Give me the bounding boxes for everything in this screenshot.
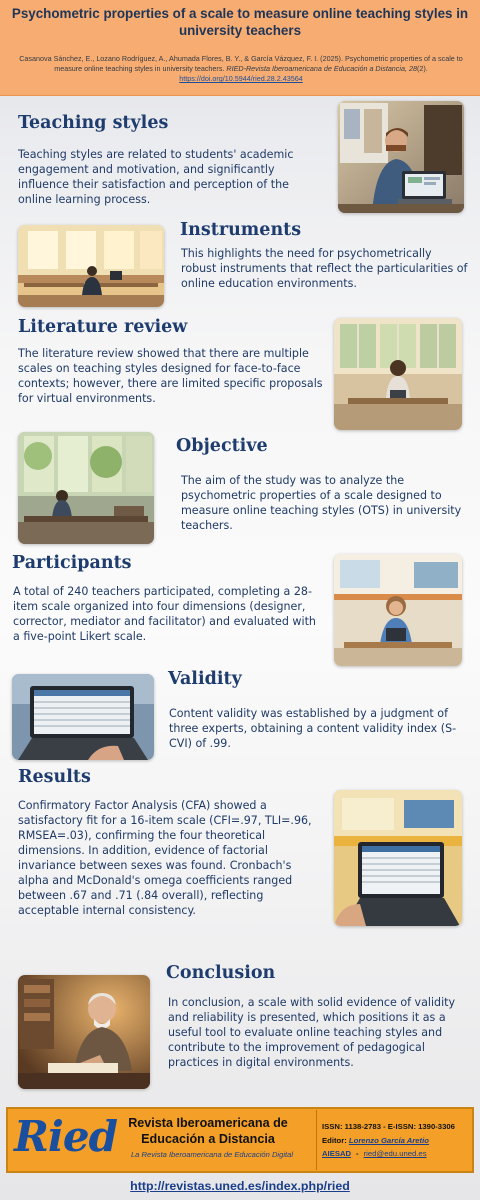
editor-label: Editor: [322,1136,347,1145]
page-title: Psychometric properties of a scale to measure online teaching styles in university teachers [11,6,469,38]
section-title-objective: Objective [176,436,268,456]
section-title-conclusion: Conclusion [166,963,276,983]
photo-teacher-laptop [338,101,464,213]
section-text-validity: Content validity was established by a judgment of three experts, obtaining a content validity index (S-CVI) of .99. [169,707,457,750]
contact-line [322,1149,427,1158]
section-text-objective: The aim of the study was to analyze the psychometric properties of a scale designed to measure online teaching styles (OTS) in university teachers. [181,474,462,532]
citation-authors: Casanova Sánchez, E., Lozano Rodríguez, A., Ahumada Flores, B. Y., & García Vázquez, F. I. (2025). Psychometric properties of a scale to measure online teaching styles in university teachers. [19,54,463,74]
citation-issue: (2). [417,64,428,74]
citation-journal: RIED-Revista Iberoamericana de Educación a Distancia, 28 [226,64,417,74]
photo-student-tablet [334,318,462,430]
journal-subtitle: La Revista Iberoamericana de Educación Digital [130,1150,294,1159]
photo-teacher-writing [18,975,150,1089]
section-text-teaching-styles: Teaching styles are related to students' academic engagement and motivation, and significantly influence their satisfaction and perception of the online learning process. [18,148,294,206]
contact-separator: - [356,1149,359,1158]
editor-name-link[interactable]: Lorenzo García Aretio [348,1136,429,1145]
section-text-literature-review: The literature review showed that there are multiple scales on teaching styles designed for face-to-face contexts; however, there are limited specific proposals for virtual environments. [18,347,323,405]
citation [14,54,468,85]
aiesad-link[interactable]: AIESAD [322,1149,352,1158]
section-title-literature-review: Literature review [18,317,188,337]
section-text-results: Confirmatory Factor Analysis (CFA) showed a satisfactory fit for a 16-item scale (CFI=.97, TLI=.96, RMSEA=.03), confirming the four theoretical dimensions. In addition, evidence of factorial invariance between sexes was found. Cronbach's alpha and McDonald's omega coefficients ranged between .67 and .71 (.84 overall), reflecting acceptable internal consistency. [18,799,312,917]
photo-student-classroom [334,554,462,666]
section-text-instruments: This highlights the need for psychometrically robust instruments that reflect the particularities of online education environments. [181,247,468,290]
section-title-teaching-styles: Teaching styles [18,113,169,133]
footer-divider [316,1110,317,1170]
photo-laptop-classroom [334,790,462,926]
section-text-participants: A total of 240 teachers participated, completing a 28-item scale organized into four dimensions (designer, corrector, mediator and facilitator) and evaluated with a five-point Likert scale. [13,585,316,643]
editor-line [322,1136,429,1145]
ried-logo: Ried [14,1112,117,1161]
section-title-instruments: Instruments [180,220,302,240]
photo-student-library [18,432,154,544]
journal-url-link[interactable]: http://revistas.uned.es/index.php/ried [130,1179,350,1193]
section-title-participants: Participants [12,553,132,573]
citation-doi-link[interactable]: https://doi.org/10.5944/ried.28.2.43564 [179,74,303,84]
issn-text: ISSN: 1138-2783 - E-ISSN: 1390-3306 [322,1122,455,1131]
section-text-conclusion: In conclusion, a scale with solid evidence of validity and reliability is presented, which positions it as a useful tool to evaluate online teaching styles and contribute to the improvement of pedagogical practices in digital environments. [168,996,456,1069]
section-title-validity: Validity [168,669,242,689]
email-link[interactable]: ried@edu.uned.es [363,1149,427,1158]
photo-student-window [18,225,164,307]
journal-name: Revista Iberoamericana de Educación a Distancia [128,1116,288,1146]
section-title-results: Results [18,767,91,787]
photo-laptop-spreadsheet [12,674,154,760]
